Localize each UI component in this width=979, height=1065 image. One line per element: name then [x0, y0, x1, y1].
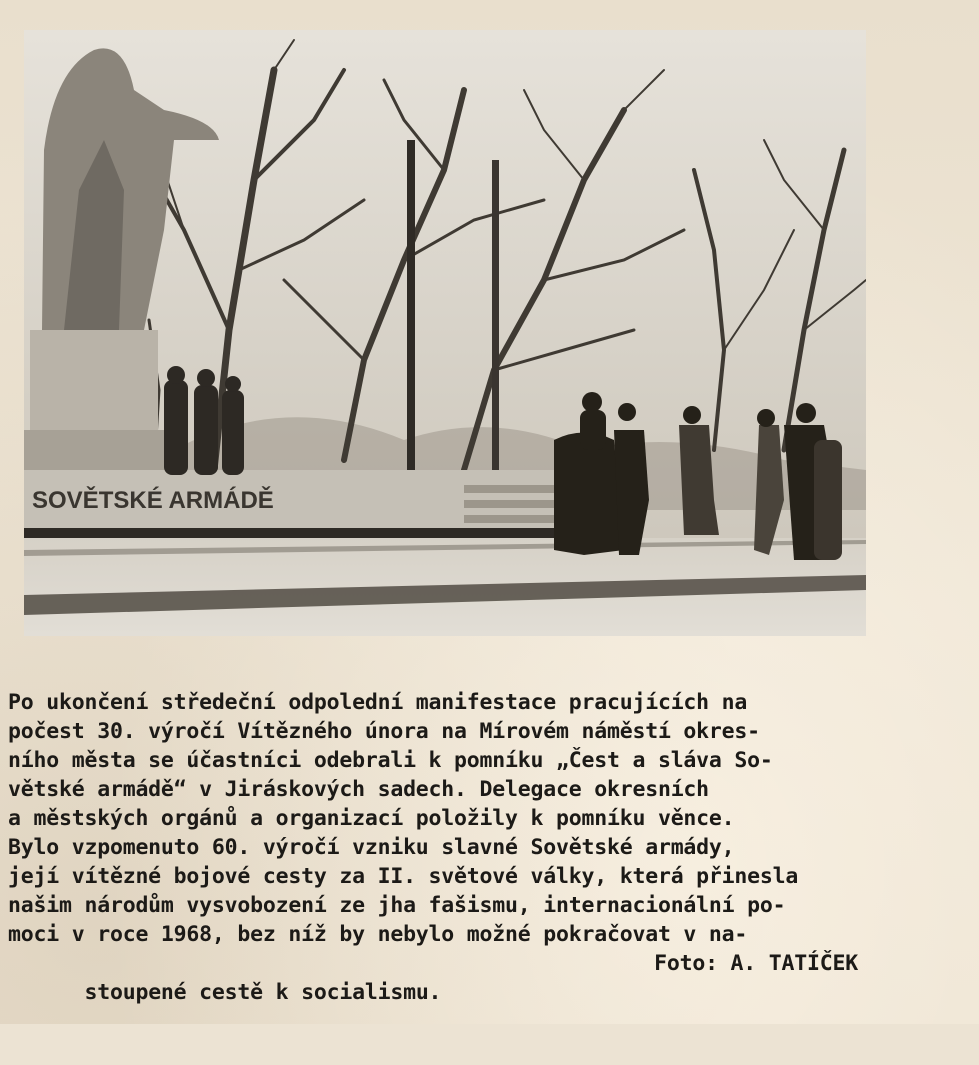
monument-inscription: SOVĚTSKÉ ARMÁDĚ [32, 487, 274, 514]
caption-line: a městských orgánů a organizací položily k pomníku věnce. [8, 806, 735, 831]
caption-last-line [8, 949, 858, 1005]
photo-monument-scene [24, 30, 866, 636]
photo-credit: Foto: A. TATÍČEK [654, 951, 858, 976]
walking-delegation [554, 392, 842, 560]
caption-line: Po ukončení středeční odpolední manifestace pracujících na [8, 690, 748, 715]
caption-line: Bylo vzpomenuto 60. výročí vzniku slavné Sovětské armády, [8, 835, 735, 860]
photo-caption [8, 688, 858, 1005]
flag-pole [492, 160, 499, 490]
people-at-monument [164, 366, 244, 475]
caption-line: stoupené cestě k socialismu. [84, 980, 442, 1005]
flag-pole [407, 140, 415, 480]
news-photo [24, 30, 866, 636]
caption-line: větské armádě“ v Jiráskových sadech. Delegace okresních [8, 777, 709, 802]
caption-line: našim národům vysvobození ze jha fašismu, internacionální po- [8, 893, 786, 918]
caption-line: její vítězné bojové cesty za II. světové války, která přinesla [8, 864, 799, 889]
caption-line: ního města se účastníci odebrali k pomníku „Čest a sláva So- [8, 748, 773, 773]
caption-line: moci v roce 1968, bez níž by nebylo možné pokračovat v na- [8, 922, 748, 947]
caption-line: počest 30. výročí Vítězného února na Mírovém náměstí okres- [8, 719, 760, 744]
